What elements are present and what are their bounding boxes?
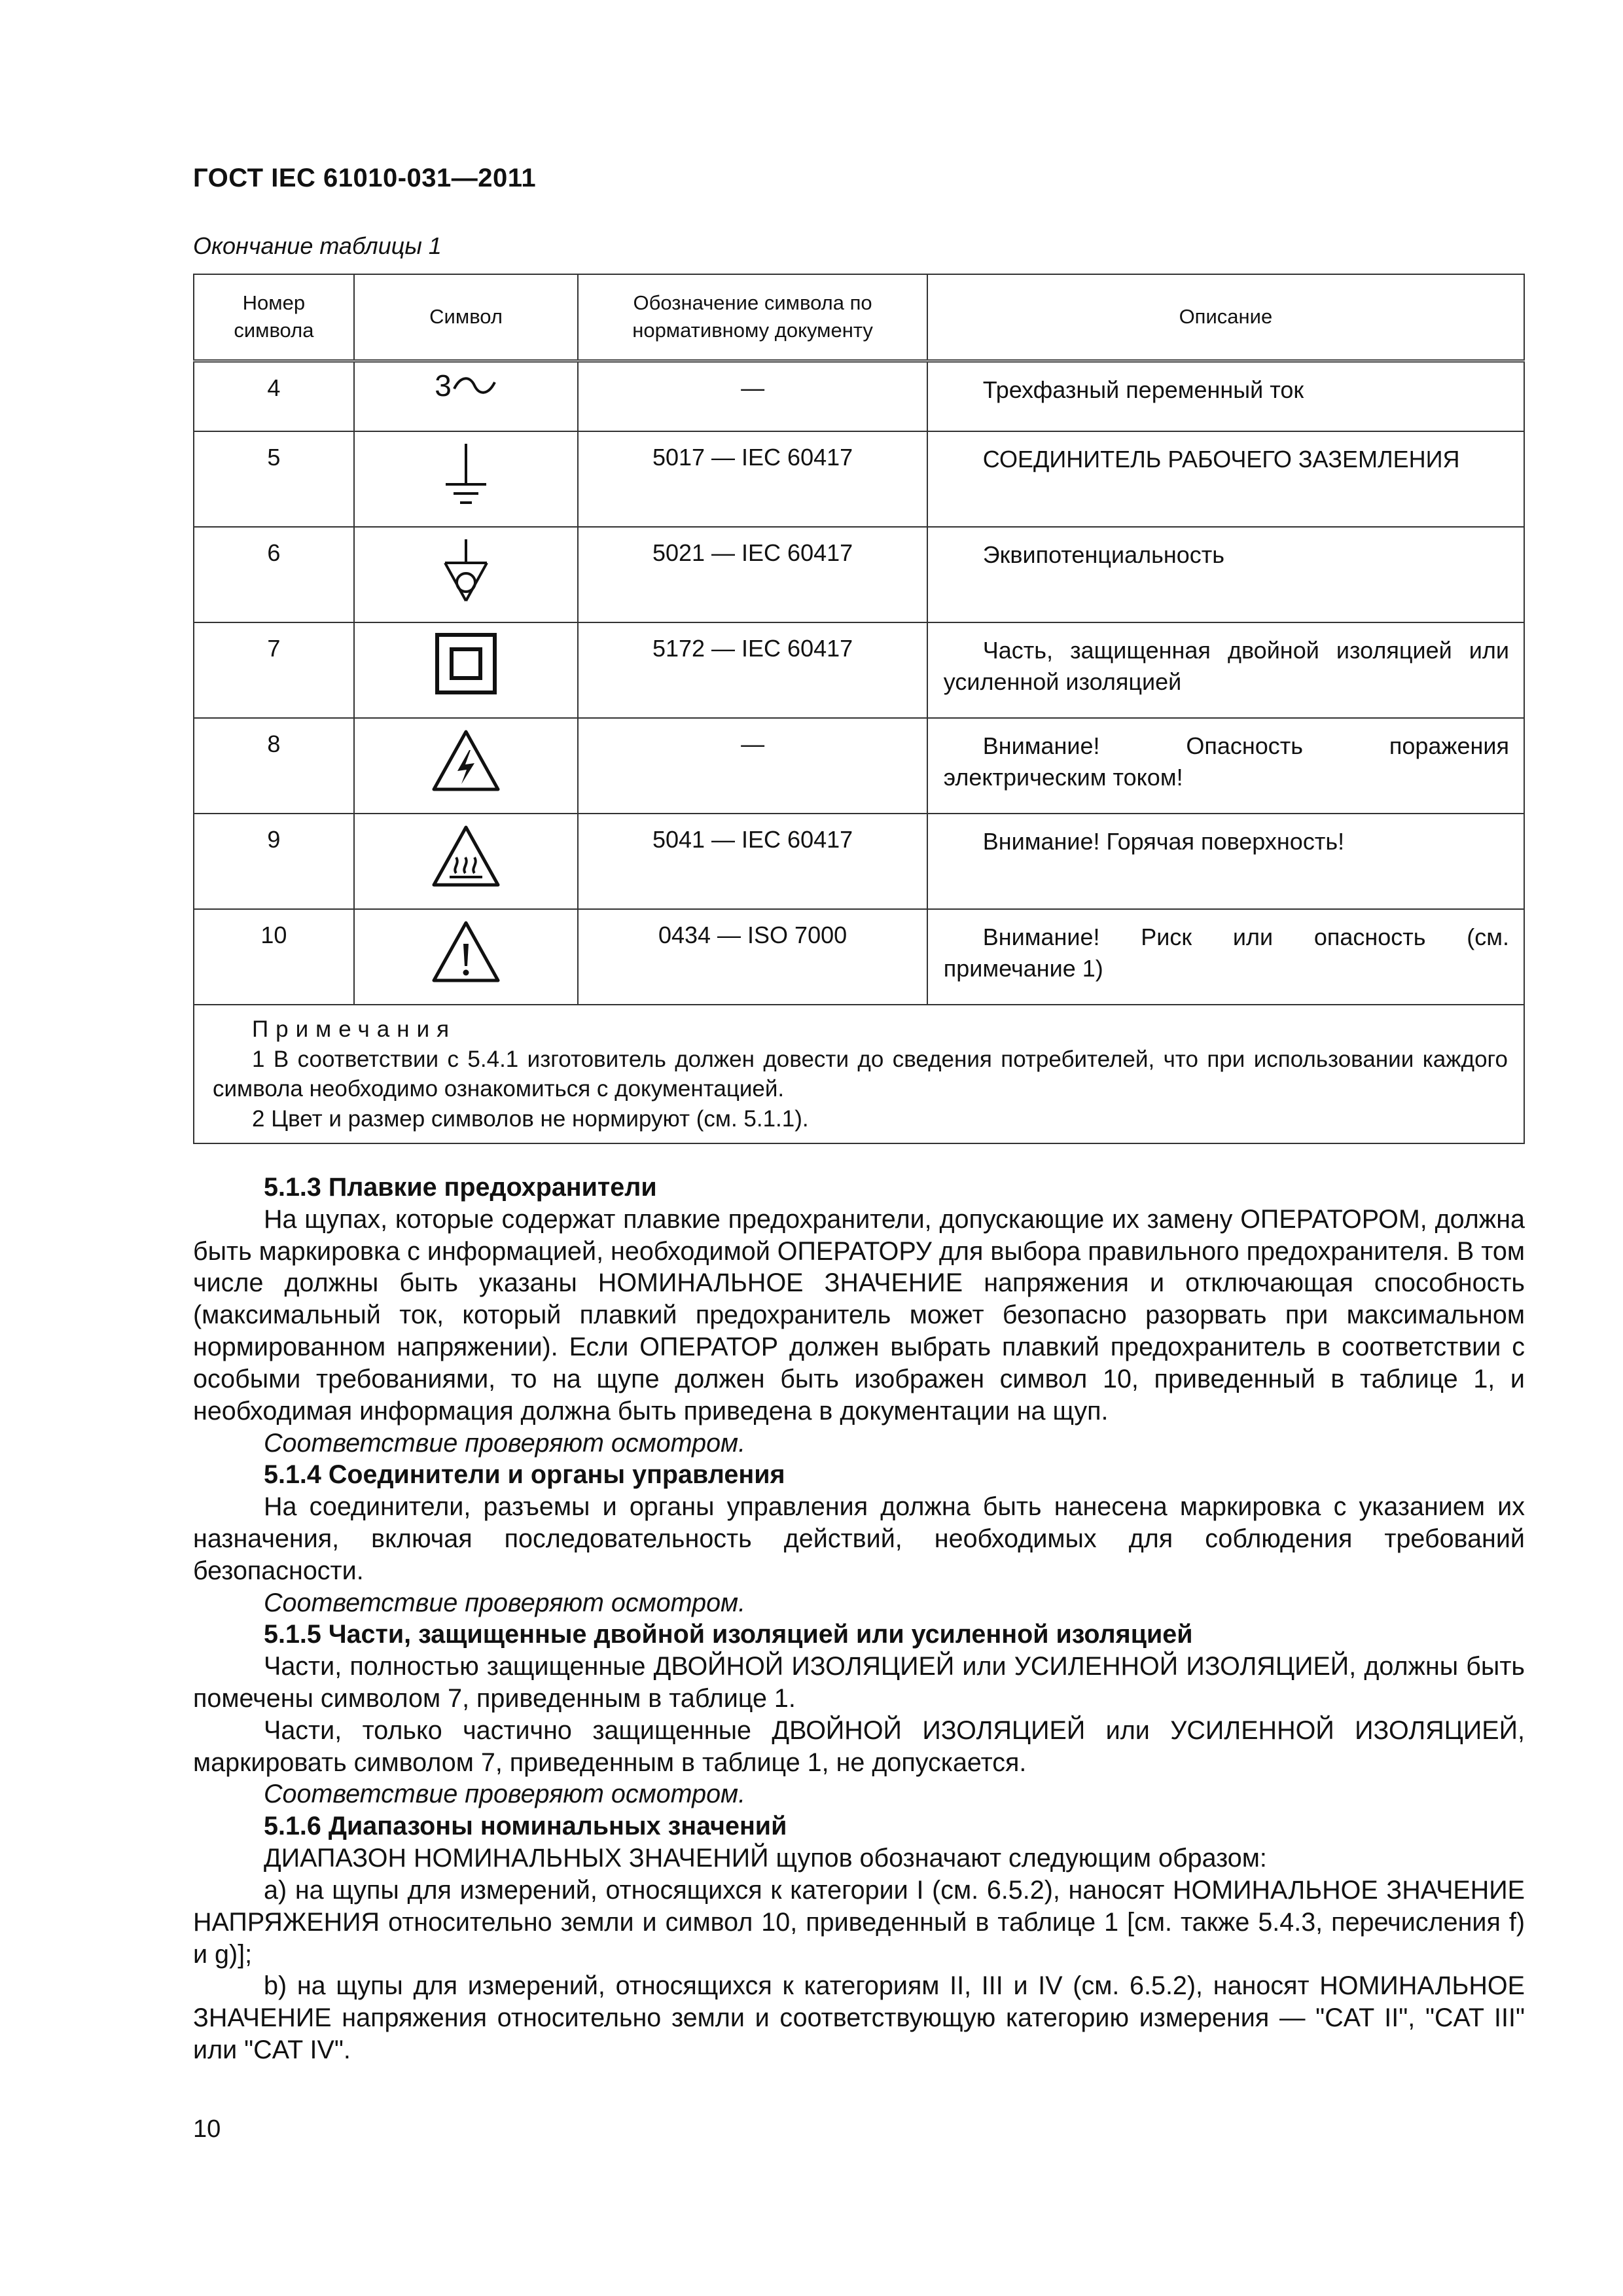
section-5-1-4-compliance: Соответствие проверяют осмотром.: [264, 1588, 746, 1617]
section-5-1-3-compliance: Соответствие проверяют осмотром.: [264, 1428, 746, 1458]
table-row: [194, 622, 1524, 718]
description-text: Внимание! Горячая поверхность!: [982, 828, 1345, 855]
electric-shock-warning-icon: [430, 728, 502, 793]
column-header-reference-line2: нормативному документу: [632, 319, 873, 342]
symbol-cell: [354, 622, 579, 718]
main-text: [193, 1172, 1525, 2066]
section-5-1-4-paragraph: На соединители, разъемы и органы управления должна быть нанесена маркировка с указанием их назначения, включая последовательность действий, необходимых для соблюдения требований безопасности.: [193, 1492, 1525, 1585]
section-5-1-3-paragraph: На щупах, которые содержат плавкие предохранители, допускающие их замену ОПЕРАТОРОМ, должна быть маркировка с информацией, необходимой ОПЕРАТОРУ для выбора правильного предохранителя. В том числе должны быть указаны НОМИНАЛЬНОЕ ЗНАЧЕНИЕ напряжения и отключающая способность (максимальный ток, который плавкий предохранитель может безопасно разорвать при максимальном нормированном напряжении). Если ОПЕРАТОР должен выбрать плавкий предохранитель в соответствии с особыми требованиями, то на щупе должен быть изображен символ 10, приведенный в таблице 1, и необходимая информация должна быть приведена в документации на щуп.: [193, 1204, 1525, 1426]
table-row: [194, 431, 1524, 527]
column-header-symbol: Символ: [354, 274, 579, 361]
table-row: [194, 718, 1524, 814]
section-5-1-5-paragraph-2: Части, только частично защищенные ДВОЙНОЙ ИЗОЛЯЦИЕЙ или УСИЛЕННОЙ ИЗОЛЯЦИЕЙ, маркировать символом 7, приведенным в таблице 1, не допускается.: [193, 1715, 1525, 1777]
note-1: 1 В соответствии с 5.4.1 изготовитель должен довести до сведения потребителей, что при использовании каждого символа необходимо ознакомиться с документацией.: [213, 1046, 1508, 1102]
description-cell: [927, 431, 1524, 527]
reference-cell: 5172 — IEC 60417: [578, 622, 927, 718]
table-row: [194, 527, 1524, 622]
description-text: Внимание! Риск или опасность (см. примечание 1): [943, 924, 1509, 982]
section-5-1-4-title: 5.1.4 Соединители и органы управления: [264, 1460, 785, 1490]
column-header-reference-line1: Обозначение символа по: [633, 291, 872, 315]
row-number: 9: [194, 814, 354, 909]
description-cell: [927, 814, 1524, 909]
table-row: [194, 814, 1524, 909]
page-number: 10: [193, 2115, 221, 2143]
column-header-number-line1: Номер: [242, 291, 306, 315]
caution-warning-icon: [430, 919, 502, 984]
row-number: 10: [194, 909, 354, 1005]
double-insulation-icon: [435, 632, 497, 695]
symbol-cell: [354, 718, 579, 814]
reference-cell: 0434 — ISO 7000: [578, 909, 927, 1005]
hot-surface-warning-icon: [430, 823, 502, 889]
notes-row: [194, 1005, 1524, 1143]
reference-cell: —: [578, 361, 927, 431]
column-header-number: [194, 274, 354, 361]
notes-cell: [194, 1005, 1524, 1143]
symbol-cell: [354, 909, 579, 1005]
three-phase-label: 3: [435, 368, 452, 403]
row-number: 4: [194, 361, 354, 431]
row-number: 6: [194, 527, 354, 622]
reference-cell: 5021 — IEC 60417: [578, 527, 927, 622]
column-header-reference: [578, 274, 927, 361]
description-text: Внимание! Опасность поражения электрическим током!: [943, 732, 1509, 791]
section-5-1-6-item-a: а) на щупы для измерений, относящихся к категории I (см. 6.5.2), наносят НОМИНАЛЬНОЕ ЗНАЧЕНИЕ НАПРЯЖЕНИЯ относительно земли и символ 10, приведенный в таблице 1 [см. также 5.4.3, перечисления f) и g)];: [193, 1875, 1525, 1969]
row-number: 5: [194, 431, 354, 527]
section-5-1-6-paragraph: ДИАПАЗОН НОМИНАЛЬНЫХ ЗНАЧЕНИЙ щупов обозначают следующим образом:: [264, 1844, 1267, 1873]
note-2: 2 Цвет и размер символов не нормируют (см. 5.1.1).: [252, 1105, 809, 1132]
row-number: 8: [194, 718, 354, 814]
section-5-1-6-title: 5.1.6 Диапазоны номинальных значений: [264, 1812, 787, 1841]
section-5-1-6-item-b: b) на щупы для измерений, относящихся к категориям II, III и IV (см. 6.5.2), наносят НОМИНАЛЬНОЕ ЗНАЧЕНИЕ напряжения относительно земли и соответствующую категорию измерения — "CAT II", "CAT III" или "CAT IV".: [193, 1971, 1525, 2064]
column-header-number-line2: символа: [234, 319, 314, 342]
description-cell: [927, 361, 1524, 431]
section-5-1-5-paragraph-1: Части, полностью защищенные ДВОЙНОЙ ИЗОЛЯЦИЕЙ или УСИЛЕННОЙ ИЗОЛЯЦИЕЙ, должны быть помечены символом 7, приведенным в таблице 1.: [193, 1652, 1525, 1713]
description-cell: [927, 718, 1524, 814]
description-text: Трехфазный переменный ток: [982, 376, 1304, 403]
section-5-1-5-compliance: Соответствие проверяют осмотром.: [264, 1780, 746, 1809]
functional-earth-icon: [443, 441, 489, 513]
section-5-1-3-title: 5.1.3 Плавкие предохранители: [264, 1173, 657, 1202]
table-row: [194, 909, 1524, 1005]
reference-cell: —: [578, 718, 927, 814]
symbol-cell: [354, 814, 579, 909]
description-cell: [927, 527, 1524, 622]
symbol-cell: [354, 431, 579, 527]
symbol-cell: [354, 527, 579, 622]
notes-title: Примечания: [252, 1016, 457, 1042]
symbols-table: [193, 274, 1525, 1144]
reference-cell: 5017 — IEC 60417: [578, 431, 927, 527]
section-5-1-5-title: 5.1.5 Части, защищенные двойной изоляцией или усиленной изоляцией: [264, 1620, 1193, 1649]
description-text: СОЕДИНИТЕЛЬ РАБОЧЕГО ЗАЗЕМЛЕНИЯ: [982, 446, 1460, 473]
description-text: Часть, защищенная двойной изоляцией или усиленной изоляцией: [943, 637, 1509, 695]
three-phase-ac-icon: [435, 368, 497, 403]
table-caption: Окончание таблицы 1: [193, 232, 442, 259]
reference-cell: 5041 — IEC 60417: [578, 814, 927, 909]
equipotentiality-icon: [440, 537, 492, 609]
column-header-description: Описание: [927, 274, 1524, 361]
description-cell: [927, 909, 1524, 1005]
table-row: [194, 361, 1524, 431]
table-header-row: [194, 274, 1524, 361]
description-cell: [927, 622, 1524, 718]
description-text: Эквипотенциальность: [982, 541, 1224, 568]
row-number: 7: [194, 622, 354, 718]
document-header: ГОСТ IEC 61010-031—2011: [193, 164, 537, 192]
symbol-cell: [354, 361, 579, 431]
